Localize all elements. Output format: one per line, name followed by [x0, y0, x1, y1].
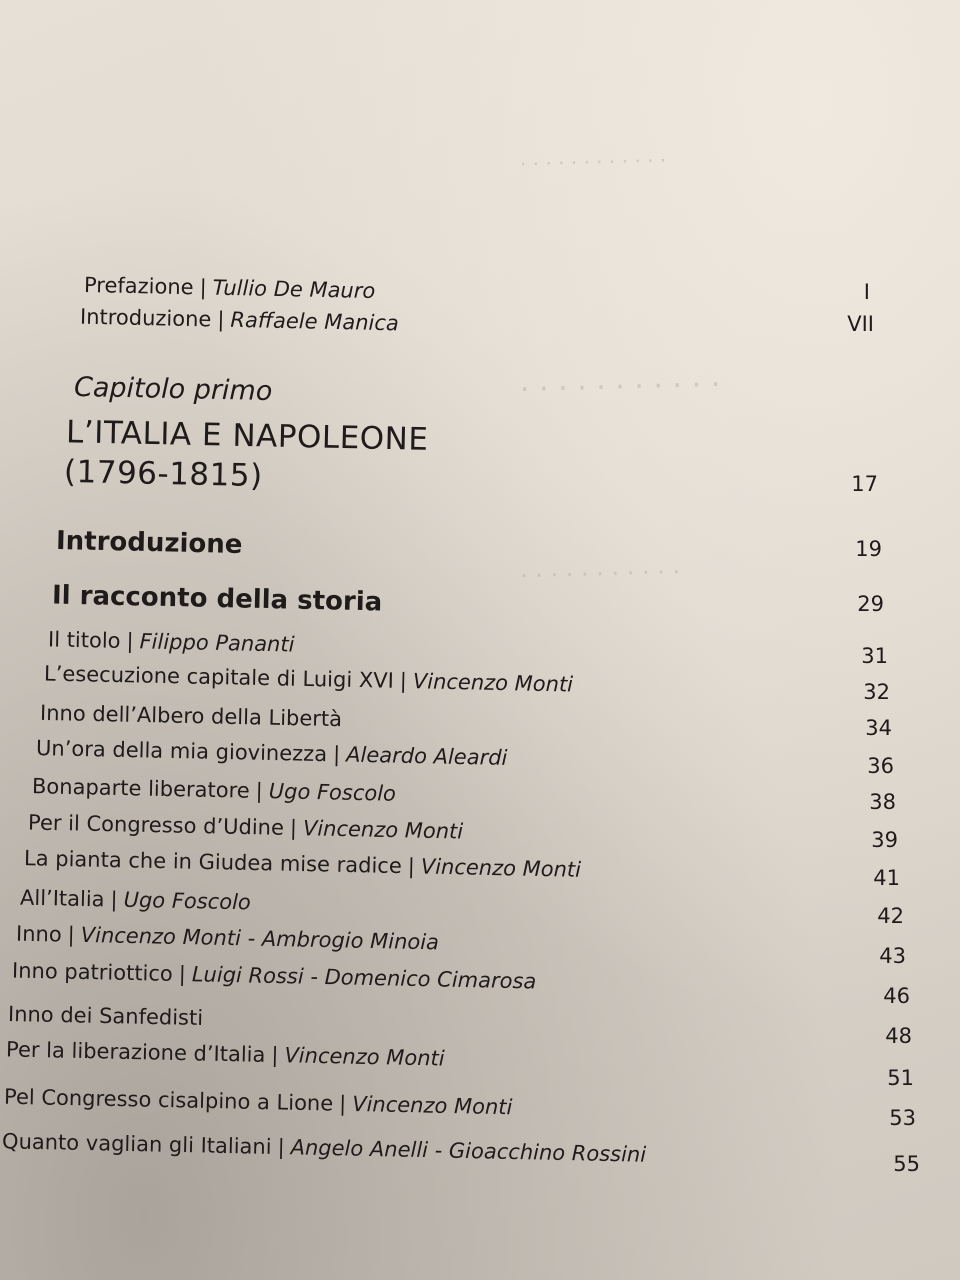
page-number: 32 [863, 680, 890, 704]
show-through-text: · · · · · · · · · · · · [519, 148, 667, 176]
entry-author: Angelo Anelli - Gioacchino Rossini [290, 1135, 647, 1167]
entry-title: Inno [15, 921, 62, 947]
entry-author: Vincenzo Monti [284, 1043, 445, 1071]
entry-author: Aleardo Aleardi [345, 742, 508, 770]
page-number: 51 [887, 1066, 914, 1090]
page-number: 38 [869, 790, 896, 814]
entry-author: Vincenzo Monti [412, 669, 574, 697]
entry-title: Un’ora della mia giovinezza [35, 736, 328, 767]
chapter-kicker: Capitolo primo [73, 371, 273, 408]
toc-entry[interactable] [16, 922, 439, 955]
toc-entry[interactable] [24, 846, 581, 882]
entry-author: Vincenzo Monti [420, 854, 582, 882]
entry-title: Inno dei Sanfedisti [7, 1001, 204, 1031]
page-number: 48 [885, 1024, 912, 1048]
entry-title: Il titolo [47, 627, 121, 653]
entry-author: Tullio De Mauro [212, 275, 376, 304]
separator: | [332, 742, 341, 767]
toc-entry[interactable] [2, 1129, 647, 1166]
toc-entry[interactable] [4, 1085, 513, 1120]
toc-entry[interactable] [40, 701, 342, 731]
entry-title: Per la liberazione d’Italia [5, 1037, 266, 1067]
show-through-text: · · · · · · · · · · · [519, 557, 681, 591]
separator: | [399, 668, 408, 694]
toc-entry[interactable] [6, 1037, 445, 1070]
entry-title: Quanto vaglian gli Italiani [1, 1129, 272, 1159]
page-number: 39 [871, 828, 898, 852]
toc-entry-introduzione-manica[interactable] [80, 305, 399, 336]
page-number: 17 [851, 472, 878, 496]
page-number: 55 [893, 1152, 920, 1176]
entry-author: Vincenzo Monti [351, 1091, 513, 1120]
entry-title: La pianta che in Giudea mise radice [23, 846, 403, 879]
toc-entry[interactable] [48, 627, 295, 656]
toc-entry[interactable] [36, 736, 508, 770]
show-through-text: · · · · · · · · · · · [519, 367, 721, 408]
separator: | [277, 1135, 285, 1160]
entry-author: Vincenzo Monti [302, 816, 464, 844]
page-number: VII [847, 312, 874, 336]
entry-author: Ugo Foscolo [268, 779, 397, 806]
entry-author: Vincenzo Monti - Ambrogio Minoia [80, 922, 440, 955]
separator: | [67, 922, 76, 947]
entry-author: Raffaele Manica [230, 307, 400, 336]
separator: | [271, 1042, 279, 1068]
entry-author: Ugo Foscolo [123, 887, 252, 915]
page-number: 43 [879, 944, 906, 968]
toc-entry-prefazione[interactable] [84, 273, 376, 303]
page-number: 36 [867, 754, 894, 778]
page-number: 29 [857, 592, 884, 616]
section-introduzione[interactable]: Introduzione [55, 526, 243, 560]
entry-title: Per il Congresso d’Udine [27, 810, 285, 840]
section-racconto-storia[interactable]: Il racconto della storia [51, 580, 383, 618]
page-number: 46 [883, 984, 910, 1008]
separator: | [199, 275, 207, 300]
entry-title: Pel Congresso cisalpino a Lione [3, 1084, 334, 1116]
separator: | [407, 854, 416, 879]
page-number: 42 [877, 904, 904, 928]
toc-entry[interactable] [12, 959, 537, 994]
page-number: 41 [873, 866, 900, 890]
chapter-title[interactable]: L’ITALIA E NAPOLEONE [65, 414, 429, 458]
chapter-years: (1796-1815) [63, 453, 264, 495]
page-number: I [863, 280, 870, 304]
toc-entry[interactable] [32, 774, 396, 806]
separator: | [289, 815, 298, 841]
page-number: 53 [889, 1106, 916, 1130]
entry-title: Prefazione [83, 272, 194, 300]
entry-title: Bonaparte liberatore [31, 774, 250, 803]
entry-title: All’Italia [19, 885, 105, 912]
separator: | [338, 1091, 347, 1116]
toc-entry[interactable] [44, 661, 573, 696]
page-number: 31 [861, 644, 888, 668]
entry-author: Luigi Rossi - Domenico Cimarosa [191, 962, 537, 994]
entry-title: L’esecuzione capitale di Luigi XVI [43, 661, 395, 693]
separator: | [110, 887, 118, 912]
entry-title: Introduzione [79, 304, 212, 332]
toc-entry[interactable] [20, 886, 251, 915]
separator: | [178, 962, 187, 987]
page-number: 19 [855, 537, 882, 561]
entry-title: Inno dell’Albero della Libertà [39, 700, 343, 732]
toc-entry[interactable] [8, 1002, 204, 1030]
toc-entry[interactable] [28, 810, 464, 843]
separator: | [126, 629, 134, 654]
separator: | [217, 307, 225, 332]
entry-author: Filippo Pananti [139, 629, 295, 657]
separator: | [255, 778, 264, 804]
entry-title: Inno patriottico [11, 958, 174, 986]
page-number: 34 [865, 716, 892, 740]
